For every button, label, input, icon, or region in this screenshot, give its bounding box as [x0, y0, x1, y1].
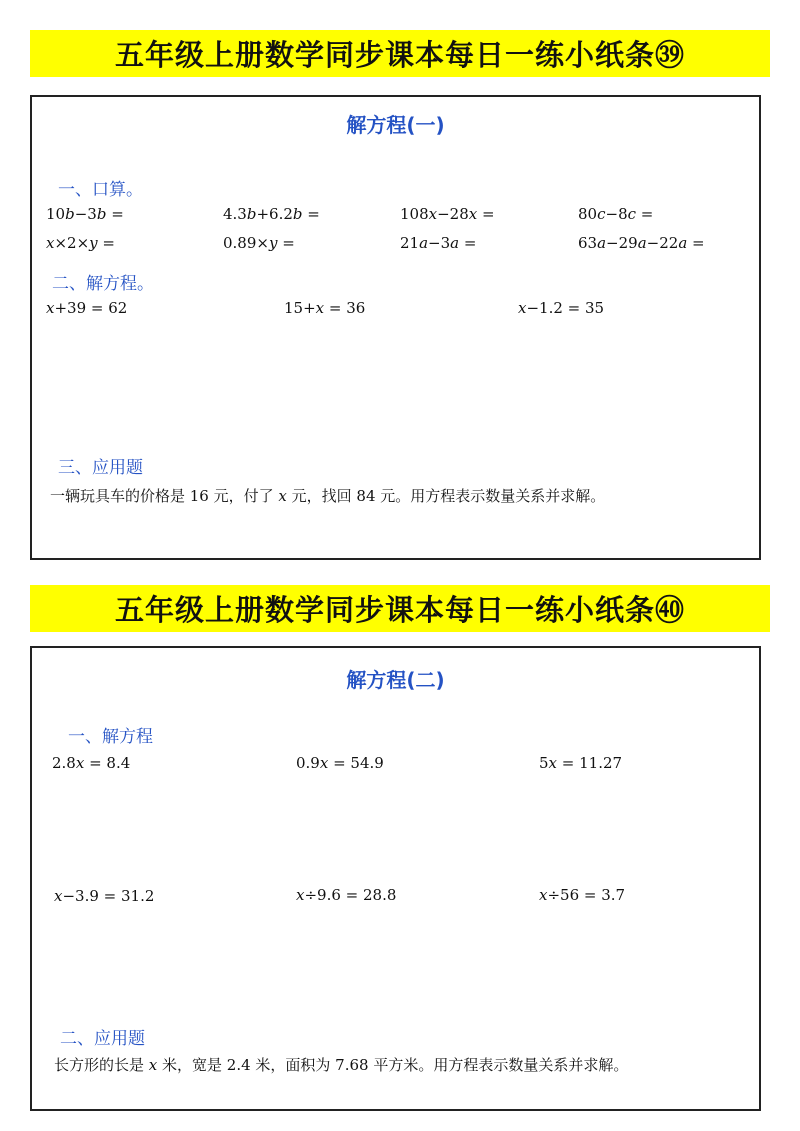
equation-item: x+39 = 62	[46, 299, 128, 317]
equation-item: 15+x = 36	[284, 299, 366, 317]
word-problem: 一辆玩具车的价格是 16 元，付了 x 元，找回 84 元。用方程表示数量关系并求解。	[50, 487, 606, 505]
oral-calc-item: 4.3b+6.2b =	[223, 205, 320, 223]
equation-item: x÷9.6 = 28.8	[296, 886, 397, 904]
equation-item: 0.9x = 54.9	[296, 754, 384, 772]
sheet39-banner: 五年级上册数学同步课本每日一练小纸条㊴	[30, 30, 770, 77]
sheet39-section3-heading: 三、应用题	[58, 458, 143, 478]
oral-calc-item: 108x−28x =	[400, 205, 495, 223]
equation-item: x÷56 = 3.7	[539, 886, 626, 904]
sheet40-section1-heading: 一、解方程	[68, 727, 153, 747]
sheet40-card	[30, 646, 761, 1111]
sheet39-title: 解方程(一)	[346, 113, 445, 137]
sheet40-section2-heading: 二、应用题	[60, 1029, 145, 1049]
equation-item: 2.8x = 8.4	[52, 754, 131, 772]
sheet39-card	[30, 95, 761, 560]
oral-calc-item: 21a−3a =	[400, 234, 477, 252]
sheet40-title: 解方程(二)	[346, 668, 445, 692]
oral-calc-item: 10b−3b =	[46, 205, 124, 223]
sheet39-section1-heading: 一、口算。	[58, 180, 143, 200]
equation-item: x−1.2 = 35	[518, 299, 605, 317]
oral-calc-item: 80c−8c =	[578, 205, 654, 223]
oral-calc-item: x×2×y =	[46, 234, 115, 252]
sheet40-banner: 五年级上册数学同步课本每日一练小纸条㊵	[30, 585, 770, 632]
oral-calc-item: 63a−29a−22a =	[578, 234, 705, 252]
sheet39-section2-heading: 二、解方程。	[52, 274, 154, 294]
equation-item: x−3.9 = 31.2	[54, 887, 155, 905]
equation-item: 5x = 11.27	[539, 754, 623, 772]
word-problem: 长方形的长是 x 米，宽是 2.4 米，面积为 7.68 平方米。用方程表示数量关系并求解。	[54, 1056, 629, 1074]
oral-calc-item: 0.89×y =	[223, 234, 295, 252]
